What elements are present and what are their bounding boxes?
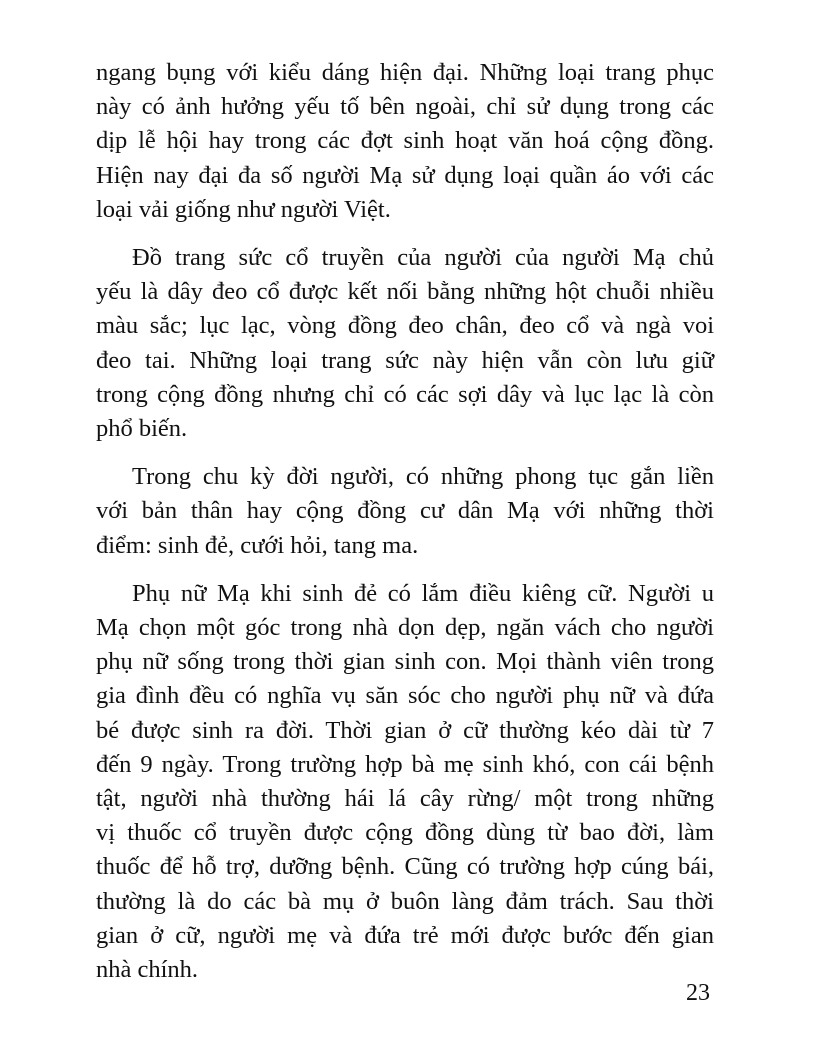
text-line: phổ biến.: [96, 415, 188, 443]
text-line: Mạ chọn một góc trong nhà dọn dẹp, ngăn vách cho người: [96, 614, 714, 642]
text-line: gian ở cữ, người mẹ và đứa trẻ mới được bước đến gian: [96, 921, 714, 949]
text-line: dịp lễ hội hay trong các đợt sinh hoạt văn hoá cộng đồng.: [96, 127, 714, 155]
text-line: gia đình đều có nghĩa vụ săn sóc cho người phụ nữ và đứa: [96, 682, 714, 710]
text-line: trong cộng đồng nhưng chỉ có các sợi dây và lục lạc là còn: [96, 380, 714, 408]
text-line: vị thuốc cổ truyền được cộng đồng dùng từ bao đời, làm: [96, 819, 714, 847]
text-line: đến 9 ngày. Trong trường hợp bà mẹ sinh khó, con cái bệnh: [96, 750, 714, 778]
text-line: với bản thân hay cộng đồng cư dân Mạ với những thời: [96, 497, 714, 525]
page-content: [96, 48, 714, 987]
text-line: Trong chu kỳ đời người, có những phong tục gắn liền: [132, 463, 714, 491]
text-line: bé được sinh ra đời. Thời gian ở cữ thường kéo dài từ 7: [96, 716, 714, 744]
text-line: tật, người nhà thường hái lá cây rừng/ một trong những: [96, 785, 714, 813]
text-line: Phụ nữ Mạ khi sinh đẻ có lắm điều kiêng cữ. Người u: [132, 579, 714, 607]
paragraph-3: [96, 460, 714, 563]
text-line: đeo tai. Những loại trang sức này hiện vẫn còn lưu giữ: [96, 346, 714, 374]
paragraph-1: [96, 56, 714, 227]
text-line: phụ nữ sống trong thời gian sinh con. Mọi thành viên trong: [96, 648, 714, 676]
text-line: yếu là dây đeo cổ được kết nối bằng những hột chuỗi nhiều: [96, 278, 714, 306]
page-number: 23: [686, 980, 710, 1006]
text-line: loại vải giống như người Việt.: [96, 195, 391, 223]
text-line: Đồ trang sức cổ truyền của người của người Mạ chủ: [132, 244, 714, 272]
text-line: nhà chính.: [96, 956, 199, 984]
text-line: điểm: sinh đẻ, cưới hỏi, tang ma.: [96, 531, 419, 559]
text-line: thuốc để hỗ trợ, dưỡng bệnh. Cũng có trường hợp cúng bái,: [96, 853, 714, 881]
text-line: thường là do các bà mụ ở buôn làng đảm trách. Sau thời: [96, 887, 714, 915]
paragraph-4: [96, 577, 714, 987]
text-line: ngang bụng với kiểu dáng hiện đại. Những loại trang phục: [96, 59, 714, 86]
text-line: màu sắc; lục lạc, vòng đồng đeo chân, đeo cổ và ngà voi: [96, 312, 714, 340]
text-line: Hiện nay đại đa số người Mạ sử dụng loại quần áo với các: [96, 161, 714, 189]
text-line: này có ảnh hưởng yếu tố bên ngoài, chỉ sử dụng trong các: [96, 93, 714, 121]
paragraph-2: [96, 241, 714, 446]
